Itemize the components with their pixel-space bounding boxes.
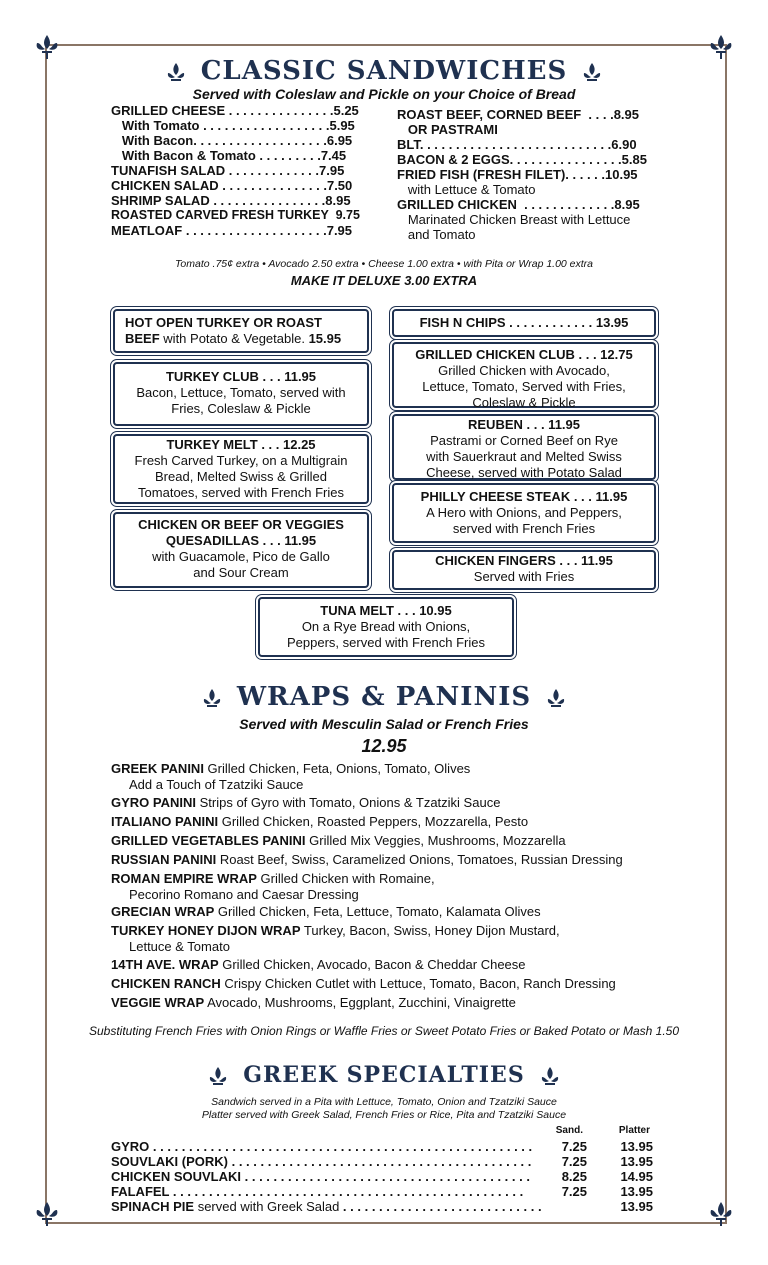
item-desc: Served with Fries bbox=[473, 569, 575, 584]
wrap-item: VEGGIE WRAP Avocado, Mushrooms, Eggplant, Zucchini, Vinaigrette bbox=[111, 995, 516, 1010]
greek-row-name: GYRO . . . . . . . . . . . . . . . . . . . . . . . . . . . . . . . . . . . . . . . . . . . . . . . . . . . . . bbox=[111, 1139, 533, 1154]
wrap-item: TURKEY HONEY DIJON WRAP Turkey, Bacon, Swiss, Honey Dijon Mustard, Lettuce & Tomato bbox=[111, 923, 560, 954]
menu-line: With Bacon & Tomato . . . . . . . . .7.45 bbox=[111, 148, 347, 163]
item-desc: Lettuce, Tomato, Served with Fries, bbox=[422, 379, 626, 394]
menu-line: GRILLED CHICKEN . . . . . . . . . . . . .8.95 bbox=[397, 197, 640, 212]
sand-price: 7.25 bbox=[561, 1184, 587, 1199]
item-name: REUBEN . . . 11.95 bbox=[468, 417, 580, 432]
menu-line: with Lettuce & Tomato bbox=[397, 182, 536, 197]
item-desc: Fresh Carved Turkey, on a Multigrain bbox=[134, 453, 348, 468]
greek-specialties-heading bbox=[0, 1062, 768, 1088]
substitute-note: Substituting French Fries with Onion Rings or Waffle Fries or Sweet Potato Fries or Baked Potato or Mash 1.50 bbox=[88, 1024, 680, 1038]
ornament-icon bbox=[165, 61, 187, 83]
turkey-melt-box bbox=[113, 434, 369, 504]
item-desc: served with French Fries bbox=[452, 521, 596, 536]
classic-sandwiches-heading bbox=[0, 56, 768, 86]
greek-row-name: FALAFEL . . . . . . . . . . . . . . . . . . . . . . . . . . . . . . . . . . . . . . . . . . . . . . . . . bbox=[111, 1184, 524, 1199]
ornament-icon bbox=[539, 1065, 561, 1087]
wrap-item: 14TH AVE. WRAP Grilled Chicken, Avocado, Bacon & Cheddar Cheese bbox=[111, 957, 526, 972]
section-title: GREEK SPECIALTIES bbox=[243, 1062, 525, 1088]
greek-row-name: CHICKEN SOUVLAKI . . . . . . . . . . . . . . . . . . . . . . . . . . . . . . . . . . . . . . . . bbox=[111, 1169, 530, 1184]
item-name: HOT OPEN TURKEY OR ROAST bbox=[125, 315, 322, 330]
menu-line: MEATLOAF . . . . . . . . . . . . . . . . . . . .7.95 bbox=[111, 223, 353, 238]
ornament-icon bbox=[201, 687, 223, 709]
menu-line: Marinated Chicken Breast with Lettuce bbox=[397, 212, 631, 227]
item-name: TUNA MELT . . . 10.95 bbox=[320, 603, 452, 618]
item-price: 15.95 bbox=[308, 331, 342, 346]
item-desc: Grilled Chicken with Avocado, bbox=[438, 363, 610, 378]
deluxe-note: MAKE IT DELUXE 3.00 EXTRA bbox=[290, 273, 478, 288]
turkey-club-box bbox=[113, 362, 369, 426]
tuna-melt-box bbox=[258, 597, 514, 657]
sand-price: 7.25 bbox=[561, 1154, 587, 1169]
menu-line: GRILLED CHEESE . . . . . . . . . . . . . . .5.25 bbox=[111, 103, 359, 118]
item-desc: and Sour Cream bbox=[193, 565, 289, 580]
section-title: CLASSIC SANDWICHES bbox=[200, 56, 568, 86]
extras-note: Tomato .75¢ extra • Avocado 2.50 extra • Cheese 1.00 extra • with Pita or Wrap 1.00 extra bbox=[174, 258, 594, 270]
platter-price: 13.95 bbox=[620, 1154, 653, 1169]
item-name: QUESADILLAS . . . 11.95 bbox=[165, 533, 317, 548]
column-header-platter: Platter bbox=[618, 1125, 650, 1136]
item-desc: Bacon, Lettuce, Tomato, served with bbox=[136, 385, 346, 400]
fleur-de-lis-icon bbox=[33, 1200, 61, 1228]
section-title: WRAPS & PANINIS bbox=[236, 682, 532, 712]
wraps-paninis-heading bbox=[0, 682, 768, 712]
item-name: TURKEY CLUB . . . 11.95 bbox=[165, 369, 317, 384]
menu-line: CHICKEN SALAD . . . . . . . . . . . . . . .7.50 bbox=[111, 178, 353, 193]
ornament-icon bbox=[545, 687, 567, 709]
menu-line: ROASTED CARVED FRESH TURKEY 9.75 bbox=[111, 208, 360, 222]
item-name: PHILLY CHEESE STEAK . . . 11.95 bbox=[420, 489, 628, 504]
platter-price: 13.95 bbox=[620, 1139, 653, 1154]
item-desc: A Hero with Onions, and Peppers, bbox=[426, 505, 622, 520]
reuben-box bbox=[392, 414, 656, 480]
item-desc: On a Rye Bread with Onions, bbox=[301, 619, 471, 634]
item-desc: Peppers, served with French Fries bbox=[287, 635, 485, 650]
menu-line: BACON & 2 EGGS. . . . . . . . . . . . . . . .5.85 bbox=[397, 152, 647, 167]
column-header-sand: Sand. bbox=[555, 1125, 583, 1136]
menu-line: SHRIMP SALAD . . . . . . . . . . . . . . . .8.95 bbox=[111, 193, 351, 208]
item-name: TURKEY MELT . . . 12.25 bbox=[166, 437, 316, 452]
item-desc: with Sauerkraut and Melted Swiss bbox=[426, 449, 622, 464]
wrap-item: GYRO PANINI Strips of Gyro with Tomato, Onions & Tzatziki Sauce bbox=[111, 795, 501, 810]
greek-note-sandwich: Sandwich served in a Pita with Lettuce, Tomato, Onion and Tzatziki Sauce bbox=[211, 1096, 557, 1108]
menu-line: OR PASTRAMI bbox=[397, 122, 498, 137]
greek-row-name: SOUVLAKI (PORK) . . . . . . . . . . . . . . . . . . . . . . . . . . . . . . . . . . . . . . . . . . bbox=[111, 1154, 532, 1169]
item-name: BEEF bbox=[125, 331, 160, 346]
item-desc: Cheese, served with Potato Salad bbox=[426, 465, 622, 480]
wrap-item: ROMAN EMPIRE WRAP Grilled Chicken with Romaine, Pecorino Romano and Caesar Dressing bbox=[111, 871, 435, 902]
wrap-item: ITALIANO PANINI Grilled Chicken, Roasted Peppers, Mozzarella, Pesto bbox=[111, 814, 529, 829]
item-name: CHICKEN FINGERS . . . 11.95 bbox=[435, 553, 613, 568]
item-name: GRILLED CHICKEN CLUB . . . 12.75 bbox=[415, 347, 633, 362]
menu-line: With Tomato . . . . . . . . . . . . . . . . . .5.95 bbox=[111, 118, 355, 133]
quesadillas-box bbox=[113, 512, 369, 588]
platter-price: 13.95 bbox=[620, 1184, 653, 1199]
hot-open-turkey-box bbox=[113, 309, 369, 353]
greek-note-platter: Platter served with Greek Salad, French Fries or Rice, Pita and Tzatziki Sauce bbox=[201, 1109, 567, 1121]
wrap-item: CHICKEN RANCH Crispy Chicken Cutlet with Lettuce, Tomato, Bacon, Ranch Dressing bbox=[111, 976, 616, 991]
platter-price: 14.95 bbox=[620, 1169, 653, 1184]
ornament-icon bbox=[207, 1065, 229, 1087]
philly-cheese-steak-box bbox=[392, 483, 656, 543]
wrap-item: GRECIAN WRAP Grilled Chicken, Feta, Lettuce, Tomato, Kalamata Olives bbox=[111, 904, 541, 919]
item-desc: Bread, Melted Swiss & Grilled bbox=[155, 469, 327, 484]
wraps-subtitle: Served with Mesculin Salad or French Fries bbox=[239, 716, 529, 732]
item-desc: Fries, Coleslaw & Pickle bbox=[171, 401, 311, 416]
item-desc: with Potato & Vegetable. bbox=[163, 331, 305, 346]
menu-line: and Tomato bbox=[397, 227, 476, 242]
fleur-de-lis-icon bbox=[707, 1200, 735, 1228]
sand-price: 8.25 bbox=[561, 1169, 587, 1184]
sand-price: 7.25 bbox=[561, 1139, 587, 1154]
menu-line: With Bacon. . . . . . . . . . . . . . . . . . .6.95 bbox=[111, 133, 353, 148]
menu-line: FRIED FISH (FRESH FILET). . . . . .10.95 bbox=[397, 167, 638, 182]
item-name: FISH N CHIPS . . . . . . . . . . . . 13.95 bbox=[419, 315, 629, 330]
wrap-item: GRILLED VEGETABLES PANINI Grilled Mix Veggies, Mushrooms, Mozzarella bbox=[111, 833, 566, 848]
menu-line: ROAST BEEF, CORNED BEEF . . . .8.95 bbox=[397, 107, 639, 122]
wraps-price: 12.95 bbox=[361, 736, 407, 756]
item-desc: Pastrami or Corned Beef on Rye bbox=[430, 433, 618, 448]
greek-row-name: SPINACH PIE served with Greek Salad . . . . . . . . . . . . . . . . . . . . . . . . . . . . bbox=[111, 1199, 542, 1214]
chicken-fingers-box bbox=[392, 550, 656, 590]
item-name: CHICKEN OR BEEF OR VEGGIES bbox=[138, 517, 344, 532]
wrap-item: RUSSIAN PANINI Roast Beef, Swiss, Caramelized Onions, Tomatoes, Russian Dressing bbox=[111, 852, 623, 867]
ornament-icon bbox=[581, 61, 603, 83]
item-desc: Tomatoes, served with French Fries bbox=[138, 485, 344, 500]
item-desc: with Guacamole, Pico de Gallo bbox=[152, 549, 330, 564]
wrap-item: GREEK PANINI Grilled Chicken, Feta, Onions, Tomato, Olives Add a Touch of Tzatziki Sauce bbox=[111, 761, 471, 792]
grilled-chicken-club-box bbox=[392, 342, 656, 408]
menu-line: BLT. . . . . . . . . . . . . . . . . . . . . . . . . . .6.90 bbox=[397, 137, 637, 152]
classic-subtitle: Served with Coleslaw and Pickle on your Choice of Bread bbox=[192, 86, 576, 102]
menu-line: TUNAFISH SALAD . . . . . . . . . . . . .7.95 bbox=[111, 163, 345, 178]
item-desc: Coleslaw & Pickle bbox=[472, 395, 576, 410]
fish-n-chips-box bbox=[392, 309, 656, 337]
platter-price: 13.95 bbox=[620, 1199, 653, 1214]
